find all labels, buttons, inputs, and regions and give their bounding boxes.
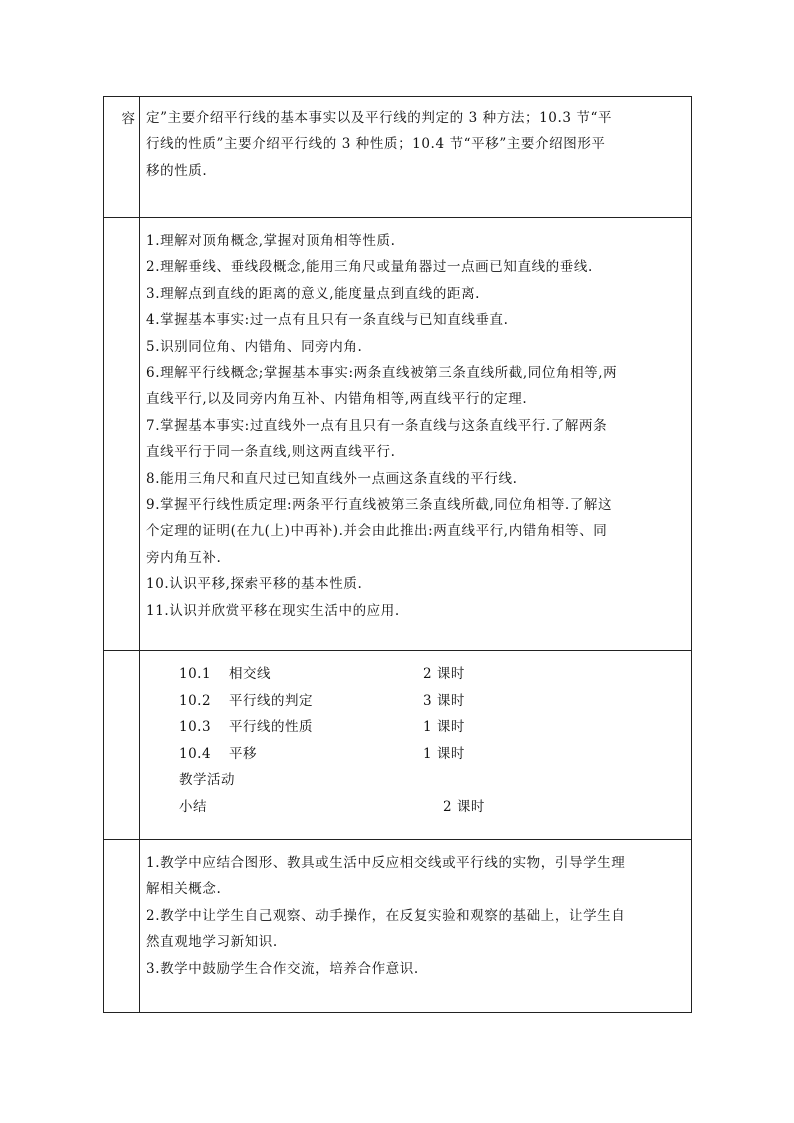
objective-line: 直线平行,以及同旁内角互补、内错角相等,两直线平行的定理.: [146, 391, 528, 408]
schedule-item: [140, 714, 691, 741]
text-line: 定”主要介绍平行线的基本事实以及平行线的判定的 3 种方法；10.3 节“平: [146, 110, 613, 126]
text-line: 行线的性质”主要介绍平行线的 3 种性质；10.4 节“平移”主要介绍图形平: [146, 136, 606, 153]
suggestion-line: 解相关概念.: [146, 881, 222, 898]
row-label: 容: [104, 97, 140, 218]
section-hours: 2 课时: [443, 798, 485, 815]
objectives-cell: [140, 218, 692, 651]
section-title: 相交线: [229, 666, 271, 682]
section-number: 10.3: [179, 719, 212, 736]
objective-line: 2.理解垂线、垂线段概念,能用三角尺或量角器过一点画已知直线的垂线.: [146, 259, 593, 276]
table-row-schedule: [104, 651, 692, 840]
objective-line: 7.掌握基本事实:过直线外一点有且只有一条直线与这条直线平行.了解两条: [146, 417, 608, 434]
table-row-content-intro: [104, 97, 692, 218]
objective-line: 8.能用三角尺和直尺过已知直线外一点画这条直线的平行线.: [146, 470, 518, 487]
objective-line: 3.理解点到直线的距离的意义,能度量点到直线的距离.: [146, 285, 481, 302]
objective-line: 旁内角互补.: [146, 549, 222, 566]
section-number: 10.2: [179, 692, 212, 709]
row-label: [104, 840, 140, 1013]
suggestion-line: 3.教学中鼓励学生合作交流，培养合作意识.: [146, 960, 419, 977]
schedule-item: [140, 767, 691, 794]
section-number: 10.1: [179, 666, 212, 682]
table-row-teaching-suggestions: [104, 840, 692, 1013]
lesson-plan-table: [103, 96, 692, 1013]
section-title: 平行线的性质: [229, 719, 313, 736]
section-hours: 3 课时: [423, 692, 465, 709]
suggestion-line: 然直观地学习新知识.: [146, 934, 278, 951]
suggestion-line: 1.教学中应结合图形、教具或生活中反应相交线或平行线的实物，引导学生理: [146, 855, 626, 871]
section-hours: 1 课时: [423, 745, 465, 762]
objective-line: 4.掌握基本事实:过一点有且只有一条直线与已知直线垂直.: [146, 312, 509, 329]
section-title: 平行线的判定: [229, 692, 313, 709]
schedule-item: [140, 688, 691, 715]
schedule-item: [140, 794, 691, 821]
text-line: 移的性质.: [146, 162, 208, 179]
section-hours: 1 课时: [423, 719, 465, 736]
section-hours: 2 课时: [423, 666, 465, 682]
section-title: 教学活动: [179, 772, 235, 789]
schedule-item: [140, 741, 691, 768]
objective-line: 5.识别同位角、内错角、同旁内角.: [146, 338, 363, 355]
row-label: [104, 218, 140, 651]
section-title: 小结: [179, 798, 207, 815]
teaching-suggestions-cell: [140, 840, 692, 1013]
table-row-objectives: [104, 218, 692, 651]
objective-line: 9.掌握平行线性质定理:两条平行直线被第三条直线所截,同位角相等.了解这: [146, 497, 613, 514]
content-intro-cell: [140, 97, 692, 218]
objective-line: 个定理的证明(在九(上)中再补).并会由此推出:两直线平行,内错角相等、同: [146, 523, 608, 540]
objective-line: 直线平行于同一条直线,则这两直线平行.: [146, 444, 396, 461]
schedule-cell: [140, 651, 692, 840]
section-title: 平移: [229, 745, 257, 762]
schedule-item: [140, 661, 691, 688]
objective-line: 11.认识并欣赏平移在现实生活中的应用.: [146, 602, 400, 619]
suggestion-line: 2.教学中让学生自己观察、动手操作，在反复实验和观察的基础上，让学生自: [146, 907, 626, 924]
section-number: 10.4: [179, 745, 212, 762]
row-label: [104, 651, 140, 840]
objective-line: 10.认识平移,探索平移的基本性质.: [146, 576, 363, 593]
objective-line: 1.理解对顶角概念,掌握对顶角相等性质.: [146, 233, 396, 249]
objective-line: 6.理解平行线概念;掌握基本事实:两条直线被第三条直线所截,同位角相等,两: [146, 365, 618, 382]
